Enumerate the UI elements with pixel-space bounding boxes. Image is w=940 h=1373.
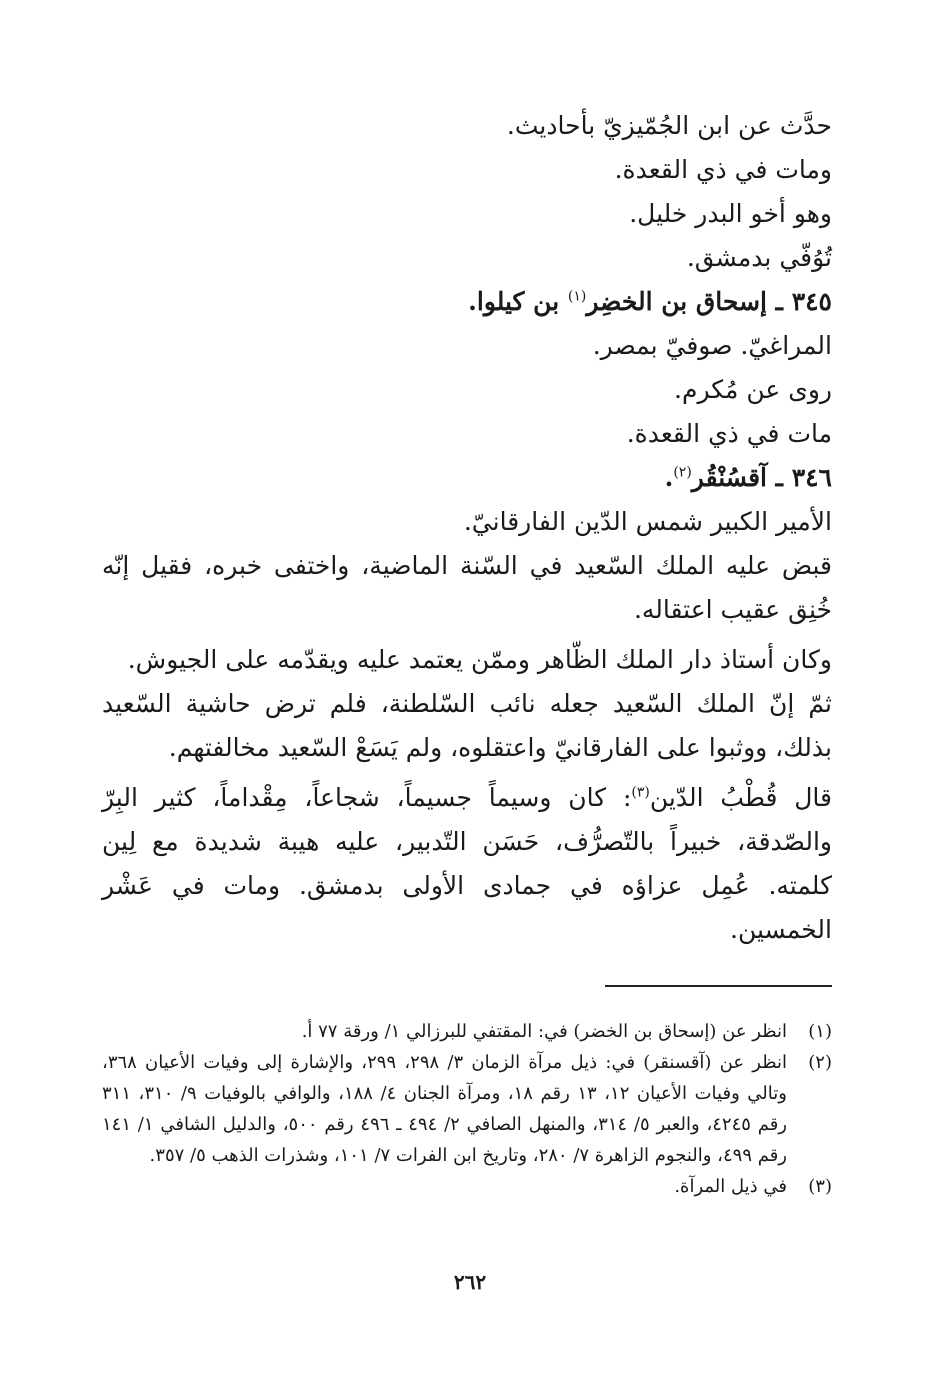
entry-title-text: ٣٤٦ ـ آقسُنْقُر — [691, 463, 832, 492]
paragraph: قبض عليه الملك السّعيد في السّنة الماضية، واختفى خبره، فقيل إنّه خُنِق عقيب اعتقاله. — [102, 551, 832, 624]
footnote-separator — [605, 985, 832, 987]
page-number: ٢٦٢ — [453, 1270, 487, 1294]
footnote-text: في ذيل المرآة. — [674, 1176, 787, 1197]
paragraph: حدَّث عن ابن الجُمّيزيّ بأحاديث. — [506, 111, 832, 140]
paragraph: روى عن مُكرم. — [674, 375, 832, 404]
paragraph: تُوُفّي بدمشق. — [686, 243, 832, 272]
footnote-ref: (٢) — [673, 464, 692, 481]
paragraph: وكان أستاذ دار الملك الظّاهر وممّن يعتمد عليه ويقدّمه على الجيوش. — [127, 645, 832, 674]
footnote-text: انظر عن (إسحاق بن الخضر) في: المقتفي للبرزالي ١/ ورقة ٧٧ أ. — [301, 1021, 787, 1042]
paragraph: ثمّ إنّ الملك السّعيد جعله نائب السّلطنة، فلم ترض حاشية السّعيد بذلك، ووثبوا على الفارقانيّ واعتقلوه، ولم يَسَعْ السّعيد مخالفتهم. — [102, 689, 832, 762]
footnote — [102, 1016, 832, 1047]
footnote-text: انظر عن (آقسنقر) في: ذيل مرآة الزمان ٣/ ٢٩٨، ٢٩٩، والإشارة إلى وفيات الأعيان ٣٦٨، وتالي وفيات الأعيان ١٢، ١٣ رقم ١٨، ومرآة الجنان ٤/ ١٨٨، والوافي بالوفيات ٩/ ٣١٠، ٣١١ رقم ٤٢٤٥، والعبر ٥/ ٣١٤، والمنهل الصافي ٢/ ٤٩٤ ـ ٤٩٦ رقم ٥٠٠، والدليل الشافي ١/ ١٤١ رقم ٤٩٩، والنجوم الزاهرة ٧/ ٢٨٠، وتاريخ ابن الفرات ٧/ ١٠١، وشذرات الذهب ٥/ ٣٥٧. — [102, 1052, 788, 1166]
paragraph: الأمير الكبير شمس الدّين الفارقانيّ. — [463, 507, 832, 536]
entry-title-346 — [102, 456, 832, 500]
entry-title-text: بن كيلوا. — [468, 287, 560, 316]
footnote-number: (١) — [808, 1021, 832, 1042]
quote-text: : كان وسيماً جسيماً، شجاعاً، مِقْداماً، كثير البِرّ والصّدقة، خبيراً بالتّصرُّف، حَسَن التّدبير، عليه هيبة شديدة مع لِين كلمته. عُمِل عزاؤه في جمادى الأولى بدمشق. ومات في عَشْر الخمسين. — [102, 783, 832, 944]
quote-lead: قال قُطْبُ الدّين — [649, 783, 832, 812]
footnote-ref: (٣) — [631, 784, 650, 801]
entry-title-345 — [102, 280, 832, 324]
footnote — [102, 1047, 832, 1171]
entry-title-text: ٣٤٥ ـ إسحاق بن الخضِر — [586, 287, 832, 316]
footnotes — [102, 1016, 832, 1202]
footnote-number: (٣) — [808, 1176, 832, 1197]
paragraph — [102, 776, 832, 952]
main-text — [102, 104, 832, 952]
paragraph: المراغيّ. صوفيّ بمصر. — [592, 331, 832, 360]
paragraph: ومات في ذي القعدة. — [614, 155, 832, 184]
footnote — [102, 1171, 832, 1202]
footnote-number: (٢) — [808, 1052, 832, 1073]
entry-title-end: . — [664, 463, 674, 492]
paragraph: وهو أخو البدر خليل. — [629, 199, 832, 228]
footnote-ref: (١) — [567, 288, 587, 305]
paragraph: مات في ذي القعدة. — [626, 419, 832, 448]
